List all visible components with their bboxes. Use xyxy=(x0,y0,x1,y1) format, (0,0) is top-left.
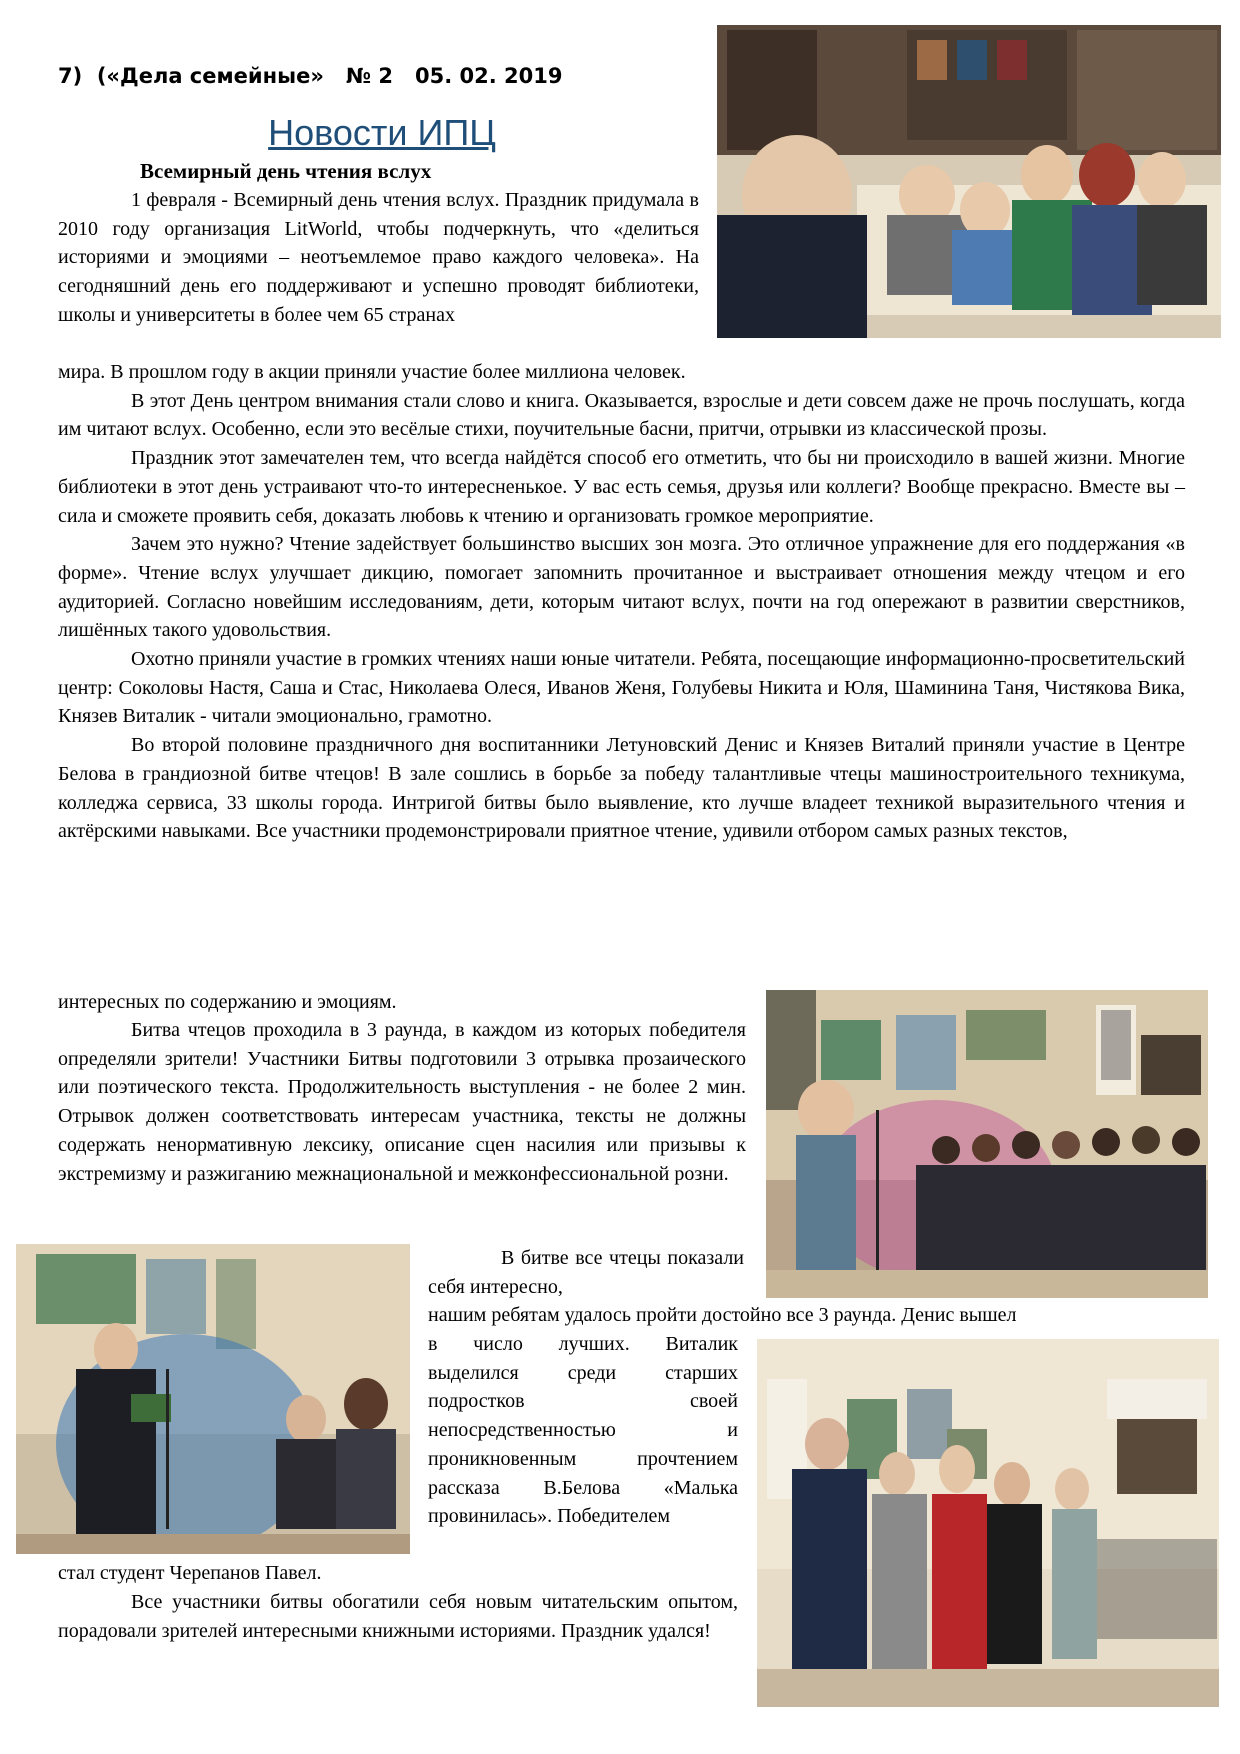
article-headline: Всемирный день чтения вслух xyxy=(140,159,432,183)
photo-participants-standing xyxy=(757,1339,1219,1707)
issue-header: 7) («Дела семейные» № 2 05. 02. 2019 xyxy=(58,64,563,88)
paragraph-3: Праздник этот замечателен тем, что всегда найдётся способ его отметить, что бы ни происходило в вашей жизни. Многие библиотеки в этот день устраивают что-то интересненькое. У вас есть семья, друзья или коллеги? Вообще прекрасно. Вместе вы – сила и сможете проявить себя, доказать любовь к чтению и организовать громкое мероприятие. xyxy=(58,447,1185,527)
paragraph-6: Во второй половине праздничного дня воспитанники Летуновский Денис и Князев Виталий приняли участие в Центре Белова в грандиозной битве чтецов! В зале сошлись в борьбе за победу талантливые чтецы машиностроительного техникума, колледжа сервиса, 33 школы города. Интригой битвы было выявление, кто лучше владеет техникой выразительного чтения и актёрскими навыками. Все участники продемонстрировали приятное чтение, удивили отбором самых разных текстов, xyxy=(58,734,1185,843)
paragraph-9: Все участники битвы обогатили себя новым читательским опытом, порадовали зрителей интересными книжными историями. Праздник удался! xyxy=(58,1591,738,1642)
article-body-main xyxy=(58,358,1185,846)
paragraph-7: Битва чтецов проходила в 3 раунда, в каждом из которых победителя определяли зрители! Участники Битвы подготовили 3 отрывка прозаического или поэтического текста. Продолжительность выступления - не более 2 мин. Отрывок должен соответствовать интересам участника, тексты не должны содержать ненормативную лексику, описание сцен насилия или призывы к экстремизму и разжиганию межнациональной и межконфессиональной розни. xyxy=(58,1019,746,1185)
paragraph-5: Охотно приняли участие в громких чтениях наши юные читатели. Ребята, посещающие информационно-просветительский центр: Соколовы Настя, Саша и Стас, Николаева Олеся, Иванов Женя, Голубевы Никита и Юля, Шаминина Таня, Чистякова Вика, Князев Виталик - читали эмоционально, грамотно. xyxy=(58,648,1185,728)
paragraph-8-mid: нашим ребятам удалось пройти достойно все 3 раунда. Денис вышел xyxy=(428,1304,1017,1326)
paragraph-4: Зачем это нужно? Чтение задействует большинство высших зон мозга. Это отличное упражнение для его поддержания «в форме». Чтение вслух улучшает дикцию, помогает запомнить прочитанное и выстраивает отношения между чтецом и его аудиторией. Согласно новейшим исследованиям, дети, которым читают вслух, почти на год опережают в развитии сверстников, лишённых такого удовольствия. xyxy=(58,533,1185,642)
paragraph-8-start: В битве все чтецы показали себя интересно, xyxy=(428,1247,744,1298)
paragraph-6-end: интересных по содержанию и эмоциям. xyxy=(58,991,397,1013)
photo-children-reading xyxy=(717,25,1221,338)
paragraph-2: В этот День центром внимания стали слово и книга. Оказывается, взрослые и дети совсем даже не прочь послушать, когда им читают вслух. Особенно, если это весёлые стихи, поучительные басни, притчи, отрывки из классической прозы. xyxy=(58,389,1185,441)
photo-boy-reading-microphone xyxy=(16,1244,410,1554)
photo-reading-battle-audience xyxy=(766,990,1208,1298)
paragraph-8-end: стал студент Черепанов Павел. xyxy=(58,1562,322,1584)
paragraph-1-end: мира. В прошлом году в акции приняли участие более миллиона человек. xyxy=(58,361,686,383)
paragraph-8-cont: в число лучших. Виталик выделился среди старших подростков своей непосредственностью и проникновенным прочтением рассказа В.Белова «Малька провинилась». Победителем xyxy=(428,1333,738,1528)
paragraph-1: 1 февраля - Всемирный день чтения вслух. Праздник придумала в 2010 году организация LitWorld, чтобы подчеркнуть, что «делиться историями и эмоциями – неотъемлемое право каждого человека». На сегодняшний день его поддерживают и успешно проводят библиотеки, школы и университеты в более чем 65 странах xyxy=(58,189,699,326)
section-title: Новости ИПЦ xyxy=(268,112,496,153)
